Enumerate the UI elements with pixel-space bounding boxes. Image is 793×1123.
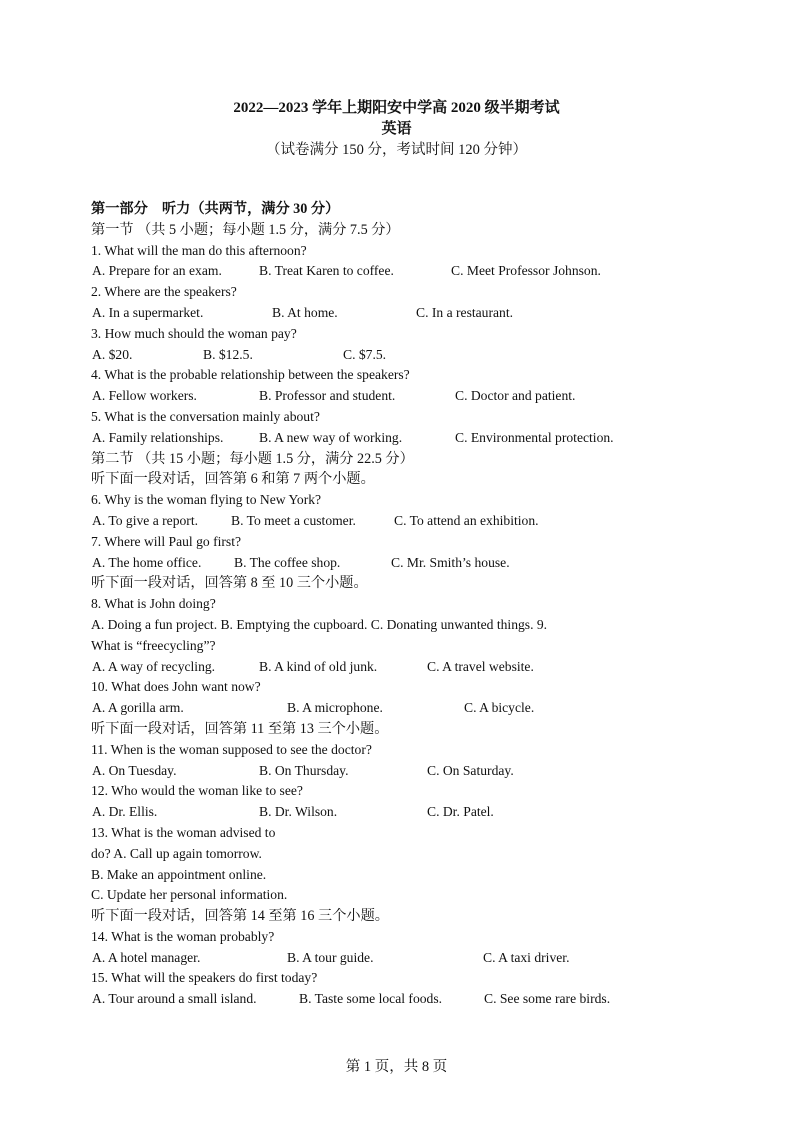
question-3: 3. How much should the woman pay? — [91, 325, 297, 341]
question-5-options — [91, 428, 711, 449]
option-a: A. On Tuesday. — [92, 762, 177, 778]
question-10-options — [91, 698, 711, 719]
option-a: A. Prepare for an exam. — [92, 263, 222, 279]
option-a: A. In a supermarket. — [92, 304, 204, 320]
option-a: A. To give a report. — [92, 512, 199, 528]
option-b: B. A tour guide. — [287, 949, 374, 965]
option-b: B. $12.5. — [203, 346, 253, 362]
question-13-option-a: do? A. Call up again tomorrow. — [91, 845, 262, 861]
option-c: C. A taxi driver. — [483, 949, 570, 965]
listening-instruction: 听下面一段对话，回答第 14 至第 16 三个小题。 — [91, 908, 389, 925]
option-b: B. A microphone. — [287, 700, 383, 716]
option-b: B. Professor and student. — [259, 388, 396, 404]
option-a: A. A hotel manager. — [92, 949, 201, 965]
question-7: 7. Where will Paul go first? — [91, 533, 242, 549]
option-c: C. On Saturday. — [427, 762, 514, 778]
question-14-options — [91, 948, 711, 969]
question-11-options — [91, 761, 711, 782]
exam-note: （试卷满分 150 分，考试时间 120 分钟） — [266, 142, 527, 158]
question-6-options — [91, 511, 711, 532]
question-15: 15. What will the speakers do first today? — [91, 970, 318, 986]
question-12: 12. Who would the woman like to see? — [91, 783, 303, 799]
question-4: 4. What is the probable relationship between the speakers? — [91, 367, 410, 383]
exam-title: 2022—2023 学年上期阳安中学高 2020 级半期考试 — [233, 100, 560, 116]
option-b: B. Taste some local foods. — [299, 991, 443, 1007]
option-c: C. See some rare birds. — [484, 991, 611, 1007]
question-9-options — [91, 657, 711, 678]
question-8-options: A. Doing a fun project. B. Emptying the cupboard. C. Donating unwanted things. 9. — [91, 616, 548, 632]
listening-instruction: 听下面一段对话，回答第 6 和第 7 两个小题。 — [91, 471, 375, 488]
question-6: 6. Why is the woman flying to New York? — [91, 492, 322, 508]
question-13-option-b: B. Make an appointment online. — [91, 866, 267, 882]
option-b: B. At home. — [272, 304, 338, 320]
question-7-options — [91, 553, 711, 574]
section-heading: 第二节 （共 15 小题；每小题 1.5 分，满分 22.5 分） — [91, 450, 414, 467]
option-a: A. The home office. — [92, 554, 202, 570]
option-a: A. A gorilla arm. — [92, 700, 184, 716]
question-1: 1. What will the man do this afternoon? — [91, 242, 307, 258]
option-c: C. In a restaurant. — [416, 304, 514, 320]
question-5: 5. What is the conversation mainly about? — [91, 408, 320, 424]
question-13-option-c: C. Update her personal information. — [91, 887, 288, 903]
option-c: C. $7.5. — [343, 346, 387, 362]
option-c: C. Meet Professor Johnson. — [451, 263, 601, 279]
option-c: C. A travel website. — [427, 658, 534, 674]
question-10: 10. What does John want now? — [91, 679, 261, 695]
exam-subject: 英语 — [381, 121, 412, 137]
question-4-options — [91, 386, 711, 407]
option-c: C. Environmental protection. — [455, 429, 614, 445]
question-14: 14. What is the woman probably? — [91, 928, 275, 944]
option-c: C. Mr. Smith’s house. — [391, 554, 510, 570]
question-2: 2. Where are the speakers? — [91, 284, 237, 300]
option-c: C. A bicycle. — [464, 700, 535, 716]
option-b: B. A new way of working. — [259, 429, 403, 445]
option-a: A. Dr. Ellis. — [92, 804, 158, 820]
option-c: C. Dr. Patel. — [427, 804, 494, 820]
page-number: 第 1 页，共 8 页 — [345, 1059, 448, 1075]
option-b: B. To meet a customer. — [231, 512, 356, 528]
option-c: C. Doctor and patient. — [455, 388, 576, 404]
option-a: A. $20. — [92, 346, 133, 362]
option-a: A. Tour around a small island. — [92, 991, 257, 1007]
listening-instruction: 听下面一段对话，回答第 8 至 10 三个小题。 — [91, 575, 368, 592]
question-11: 11. When is the woman supposed to see the doctor? — [91, 741, 372, 757]
question-1-options — [91, 261, 711, 282]
option-b: B. On Thursday. — [259, 762, 349, 778]
question-15-options — [91, 989, 711, 1010]
question-3-options — [91, 345, 711, 366]
option-b: B. Treat Karen to coffee. — [259, 263, 394, 279]
option-a: A. Family relationships. — [92, 429, 224, 445]
section-heading: 第一节 （共 5 小题；每小题 1.5 分，满分 7.5 分） — [91, 221, 400, 238]
question-2-options — [91, 303, 711, 324]
option-c: C. To attend an exhibition. — [394, 512, 539, 528]
option-b: B. A kind of old junk. — [259, 658, 378, 674]
option-b: B. Dr. Wilson. — [259, 804, 338, 820]
question-9: What is “freecycling”? — [91, 637, 216, 653]
part-heading: 第一部分 听力（共两节，满分 30 分） — [91, 201, 340, 217]
option-b: B. The coffee shop. — [234, 554, 341, 570]
option-a: A. A way of recycling. — [92, 658, 216, 674]
listening-instruction: 听下面一段对话，回答第 11 至第 13 三个小题。 — [91, 720, 389, 737]
question-12-options — [91, 802, 711, 823]
question-8: 8. What is John doing? — [91, 596, 216, 612]
question-13: 13. What is the woman advised to — [91, 824, 276, 840]
exam-content — [91, 199, 711, 1010]
option-a: A. Fellow workers. — [92, 388, 197, 404]
